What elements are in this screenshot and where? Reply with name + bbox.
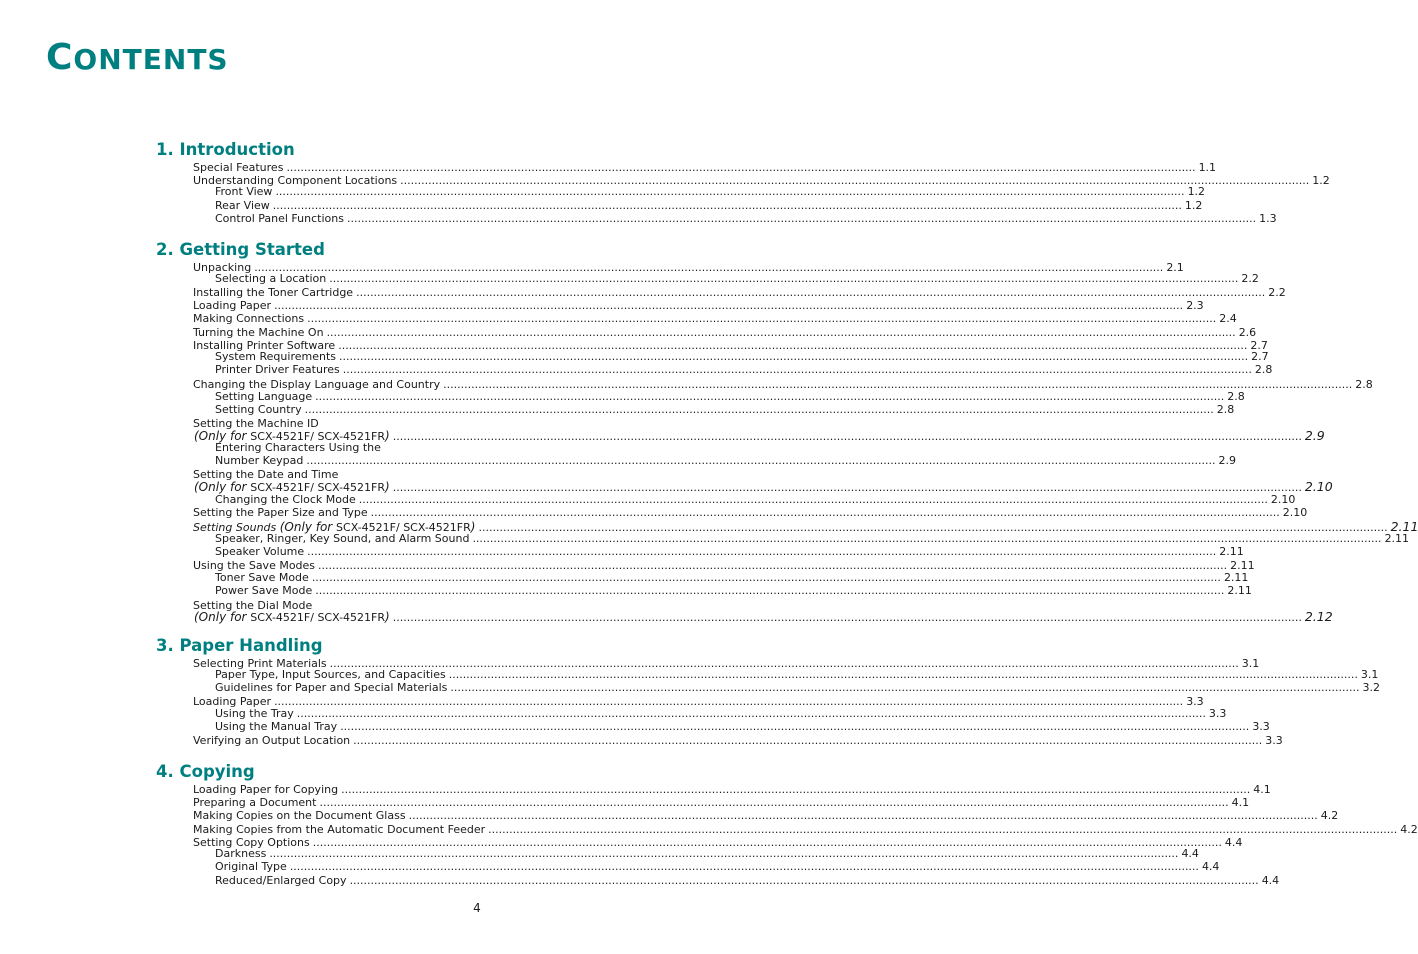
- dot-leader: ....................................................................................................................................................................................................................................................................: [254, 261, 1164, 274]
- toc-page-number: 4.2: [1320, 809, 1339, 822]
- model-name: SCX-4521F/ SCX-4521FR: [250, 481, 386, 494]
- qualifier-close: ): [470, 520, 476, 534]
- dot-leader: ....................................................................................................................................................................................................................................................................: [269, 847, 1179, 860]
- toc-entry-title: Unpacking: [193, 261, 252, 274]
- toc-entry-title: Using the Tray: [215, 707, 294, 720]
- toc-entry-title: System Requirements: [215, 350, 336, 363]
- dot-leader: ....................................................................................................................................................................................................................................................................: [450, 681, 1360, 694]
- toc-entry-title: Selecting a Location: [215, 272, 327, 285]
- toc-page-number: 2.7: [1250, 339, 1268, 352]
- toc-entry-title: Front View: [215, 185, 273, 198]
- dot-leader: ....................................................................................................................................................................................................................................................................: [318, 559, 1228, 572]
- dot-leader: ....................................................................................................................................................................................................................................................................: [408, 809, 1318, 822]
- dot-leader: ....................................................................................................................................................................................................................................................................: [304, 403, 1214, 416]
- toc-page-number: 4.4: [1201, 860, 1220, 873]
- toc-subentry[interactable]: [215, 493, 1296, 506]
- dot-leader: ....................................................................................................................................................................................................................................................................: [315, 390, 1225, 403]
- page-title-rest: ONTENTS: [73, 43, 229, 76]
- toc-entry[interactable]: [193, 796, 1250, 809]
- toc-entry-title: Entering Characters Using the: [215, 441, 381, 454]
- dot-leader: ....................................................................................................................................................................................................................................................................: [448, 668, 1358, 681]
- qualifier-close: ): [385, 610, 390, 624]
- toc-subentry[interactable]: [215, 454, 1236, 467]
- dot-leader: ....................................................................................................................................................................................................................................................................: [296, 707, 1206, 720]
- toc-entry[interactable]: [193, 326, 1257, 339]
- toc-page-number: 3.3: [1252, 720, 1270, 733]
- toc-page-number: 4.1: [1231, 796, 1250, 809]
- dot-leader: ....................................................................................................................................................................................................................................................................: [472, 532, 1382, 545]
- toc-page-number: 1.2: [1187, 185, 1206, 198]
- dot-leader: ....................................................................................................................................................................................................................................................................: [392, 430, 1302, 443]
- toc-page-number: 2.1: [1166, 261, 1184, 274]
- toc-entry-title: Loading Paper: [193, 695, 272, 708]
- toc-entry-title: Setting the Paper Size and Type: [193, 506, 368, 519]
- dot-leader: ....................................................................................................................................................................................................................................................................: [370, 506, 1280, 519]
- toc-subentry[interactable]: [215, 272, 1259, 285]
- model-name: SCX-4521F/ SCX-4521FR: [336, 521, 471, 534]
- toc-page-number: 2.6: [1238, 326, 1257, 339]
- dot-leader: ....................................................................................................................................................................................................................................................................: [286, 161, 1196, 174]
- dot-leader: ....................................................................................................................................................................................................................................................................: [329, 657, 1239, 670]
- toc-page-number: 2.10: [1282, 506, 1308, 519]
- toc-page-number: 2.11: [1219, 545, 1244, 558]
- toc-subentry[interactable]: [215, 403, 1235, 416]
- toc-entry-title: Changing the Clock Mode: [215, 493, 356, 506]
- toc-subentry[interactable]: [215, 363, 1273, 376]
- toc-entry-title: Using the Save Modes: [193, 559, 316, 572]
- dot-leader: ....................................................................................................................................................................................................................................................................: [289, 860, 1199, 873]
- toc-entry-title: Number Keypad: [215, 454, 304, 467]
- toc-subentry[interactable]: [215, 441, 786, 454]
- toc-entry-title: Installing Printer Software: [193, 339, 336, 352]
- toc-subentry[interactable]: [215, 185, 1206, 198]
- chapter-heading[interactable]: 3. Paper Handling: [156, 636, 323, 655]
- toc-entry-title: Using the Manual Tray: [215, 720, 338, 733]
- toc-entry-title: Understanding Component Locations: [193, 174, 398, 187]
- dot-leader: ....................................................................................................................................................................................................................................................................: [340, 720, 1250, 733]
- dot-leader: ....................................................................................................................................................................................................................................................................: [392, 611, 1302, 624]
- qualifier-prefix: (Only for: [194, 480, 251, 494]
- page-number: 4: [473, 901, 481, 915]
- toc-entry-title: Making Connections: [193, 312, 305, 325]
- toc-subentry[interactable]: [215, 584, 1252, 597]
- toc-subentry[interactable]: [215, 545, 1244, 558]
- toc-page-number: 2.12: [1304, 609, 1333, 624]
- toc-page-number: 2.4: [1219, 312, 1237, 325]
- toc-entry-title: Guidelines for Paper and Special Materials: [215, 681, 448, 694]
- toc-entry-title: Special Features: [193, 161, 284, 174]
- dot-leader: ....................................................................................................................................................................................................................................................................: [326, 326, 1236, 339]
- toc-page-number: 4.4: [1261, 874, 1280, 887]
- dot-leader: ....................................................................................................................................................................................................................................................................: [315, 584, 1225, 597]
- toc-entry-title: Printer Driver Features: [215, 363, 340, 376]
- toc-entry-text: Setting Sounds: [193, 521, 280, 534]
- toc-page-number: 4.4: [1181, 847, 1199, 860]
- toc-page-number: 2.11: [1384, 532, 1410, 545]
- toc-entry-title: Setting Country: [215, 403, 302, 416]
- toc-subentry[interactable]: [215, 350, 1269, 363]
- dot-leader: ....................................................................................................................................................................................................................................................................: [311, 571, 1221, 584]
- dot-leader: ....................................................................................................................................................................................................................................................................: [349, 874, 1259, 887]
- toc-entry-title: Setting the Machine ID: [193, 417, 319, 430]
- toc-subentry[interactable]: [215, 571, 1249, 584]
- toc-entry-title: Rear View: [215, 199, 270, 212]
- toc-entry-title: Paper Type, Input Sources, and Capacities: [215, 668, 446, 681]
- toc-entry[interactable]: [193, 783, 1271, 796]
- toc-entry-title: Reduced/Enlarged Copy: [215, 874, 347, 887]
- toc-entry[interactable]: [193, 506, 1308, 519]
- dot-leader: ....................................................................................................................................................................................................................................................................: [307, 545, 1217, 558]
- toc-entry[interactable]: [193, 809, 1339, 822]
- page-title-initial: C: [46, 37, 74, 78]
- toc-entry[interactable]: [194, 609, 1333, 624]
- toc-subentry[interactable]: [215, 874, 1280, 887]
- toc-page-number: 3.3: [1208, 707, 1227, 720]
- dot-leader: ....................................................................................................................................................................................................................................................................: [312, 836, 1222, 849]
- toc-entry[interactable]: [193, 299, 1204, 312]
- toc-subentry[interactable]: [215, 847, 1199, 860]
- chapter-heading[interactable]: 2. Getting Started: [156, 240, 325, 259]
- toc-entry[interactable]: [194, 479, 1333, 494]
- toc-entry[interactable]: [193, 161, 1217, 174]
- toc-entry-title: Preparing a Document: [193, 796, 317, 809]
- toc-page-number: 1.3: [1259, 212, 1277, 225]
- toc-subentry[interactable]: [215, 720, 1270, 733]
- qualifier-prefix: (Only for: [194, 429, 251, 443]
- dot-leader: ....................................................................................................................................................................................................................................................................: [443, 378, 1353, 391]
- dot-leader: ....................................................................................................................................................................................................................................................................: [319, 796, 1229, 809]
- dot-leader: ....................................................................................................................................................................................................................................................................: [341, 783, 1251, 796]
- toc-entry[interactable]: [193, 312, 1237, 325]
- toc-subentry[interactable]: [215, 668, 1379, 681]
- toc-entry-title: Power Save Mode: [215, 584, 313, 597]
- toc-page-number: 3.3: [1265, 734, 1283, 747]
- toc-entry-title: Speaker Volume: [215, 545, 305, 558]
- toc-page-number: 2.2: [1241, 272, 1259, 285]
- toc-page-number: 2.8: [1227, 390, 1245, 403]
- dot-leader: ....................................................................................................................................................................................................................................................................: [272, 199, 1182, 212]
- chapter-heading[interactable]: 4. Copying: [156, 762, 255, 781]
- toc-entry-title: Original Type: [215, 860, 287, 873]
- toc-page-number: 2.3: [1186, 299, 1204, 312]
- toc-entry[interactable]: [193, 734, 1283, 747]
- dot-leader: ....................................................................................................................................................................................................................................................................: [339, 350, 1249, 363]
- toc-subentry[interactable]: [215, 707, 1227, 720]
- toc-page-number: 4.2: [1400, 823, 1418, 836]
- dot-leader: ....................................................................................................................................................................................................................................................................: [329, 272, 1239, 285]
- toc-entry-title: Loading Paper for Copying: [193, 783, 339, 796]
- toc-subentry[interactable]: [215, 212, 1277, 225]
- qualifier-close: ): [385, 480, 390, 494]
- qualifier-close: ): [385, 429, 390, 443]
- toc-page-number: 2.8: [1254, 363, 1273, 376]
- toc-entry-title: Changing the Display Language and Country: [193, 378, 441, 391]
- toc-page-number: 4.4: [1224, 836, 1243, 849]
- toc-entry-title: Control Panel Functions: [215, 212, 344, 225]
- dot-leader: ....................................................................................................................................................................................................................................................................: [275, 185, 1185, 198]
- toc-entry[interactable]: [193, 286, 1286, 299]
- model-name: SCX-4521F/ SCX-4521FR: [250, 430, 386, 443]
- toc-page-number: 2.10: [1304, 479, 1333, 494]
- toc-page-number: 2.11: [1390, 519, 1418, 534]
- toc-subentry[interactable]: [215, 860, 1220, 873]
- toc-page-number: 2.10: [1270, 493, 1296, 506]
- toc-page-number: 3.3: [1186, 695, 1204, 708]
- toc-page-number: 3.2: [1362, 681, 1381, 694]
- dot-leader: ....................................................................................................................................................................................................................................................................: [353, 734, 1263, 747]
- toc-page-number: 1.2: [1184, 199, 1203, 212]
- dot-leader: ....................................................................................................................................................................................................................................................................: [478, 521, 1388, 534]
- chapter-heading[interactable]: 1. Introduction: [156, 140, 295, 159]
- toc-entry-title: Loading Paper: [193, 299, 272, 312]
- toc-page-number: 2.7: [1251, 350, 1269, 363]
- toc-entry-title: [194, 611, 390, 624]
- dot-leader: ....................................................................................................................................................................................................................................................................: [346, 212, 1257, 225]
- toc-page-number: 2.9: [1218, 454, 1236, 467]
- toc-page-number: 1.2: [1312, 174, 1330, 187]
- toc-subentry[interactable]: [215, 390, 1245, 403]
- dot-leader: ....................................................................................................................................................................................................................................................................: [338, 339, 1248, 352]
- model-name: SCX-4521F/ SCX-4521FR: [250, 611, 386, 624]
- toc-page-number: 2.2: [1268, 286, 1286, 299]
- toc-page-number: 2.9: [1304, 428, 1325, 443]
- dot-leader: ....................................................................................................................................................................................................................................................................: [307, 312, 1217, 325]
- dot-leader: ....................................................................................................................................................................................................................................................................: [356, 286, 1266, 299]
- toc-entry-title: Installing the Toner Cartridge: [193, 286, 354, 299]
- dot-leader: ....................................................................................................................................................................................................................................................................: [488, 823, 1398, 836]
- qualifier-prefix: (Only for: [194, 610, 251, 624]
- toc-page-number: 2.11: [1227, 584, 1252, 597]
- toc-entry-title: Toner Save Mode: [215, 571, 309, 584]
- toc-entry-title: Selecting Print Materials: [193, 657, 327, 670]
- toc-entry-title: Speaker, Ringer, Key Sound, and Alarm Sound: [215, 532, 470, 545]
- toc-entry-title: Turning the Machine On: [193, 326, 324, 339]
- toc-entry-title: Verifying an Output Location: [193, 734, 351, 747]
- toc-entry-title: Setting Copy Options: [193, 836, 310, 849]
- toc-entry-title: Darkness: [215, 847, 267, 860]
- toc-page-number: 2.8: [1216, 403, 1235, 416]
- dot-leader: ....................................................................................................................................................................................................................................................................: [392, 481, 1302, 494]
- toc-page-number: 1.1: [1198, 161, 1217, 174]
- toc-page-number: 2.11: [1223, 571, 1249, 584]
- toc-entry-title: Setting the Date and Time: [193, 468, 339, 481]
- dot-leader: ....................................................................................................................................................................................................................................................................: [342, 363, 1252, 376]
- toc-page-number: 4.1: [1253, 783, 1271, 796]
- qualifier-prefix: (Only for: [279, 520, 337, 534]
- toc-entry-title: Making Copies on the Document Glass: [193, 809, 406, 822]
- dot-leader: ....................................................................................................................................................................................................................................................................: [400, 174, 1310, 187]
- toc-page-number: 3.1: [1241, 657, 1260, 670]
- toc-subentry[interactable]: [215, 681, 1381, 694]
- toc-page-number: 2.8: [1355, 378, 1373, 391]
- dot-leader: ....................................................................................................................................................................................................................................................................: [306, 454, 1216, 467]
- toc-entry-title: Setting the Dial Mode: [193, 599, 313, 612]
- toc-entry-title: Setting Language: [215, 390, 313, 403]
- dot-leader: ....................................................................................................................................................................................................................................................................: [274, 299, 1184, 312]
- toc-subentry[interactable]: [215, 532, 1410, 545]
- toc-entry[interactable]: [193, 823, 1418, 836]
- toc-page-number: 3.1: [1360, 668, 1379, 681]
- dot-leader: ....................................................................................................................................................................................................................................................................: [274, 695, 1184, 708]
- toc-page-number: 2.11: [1230, 559, 1255, 572]
- toc-entry-title: Making Copies from the Automatic Document Feeder: [193, 823, 486, 836]
- toc-subentry[interactable]: [215, 199, 1203, 212]
- dot-leader: ....................................................................................................................................................................................................................................................................: [358, 493, 1268, 506]
